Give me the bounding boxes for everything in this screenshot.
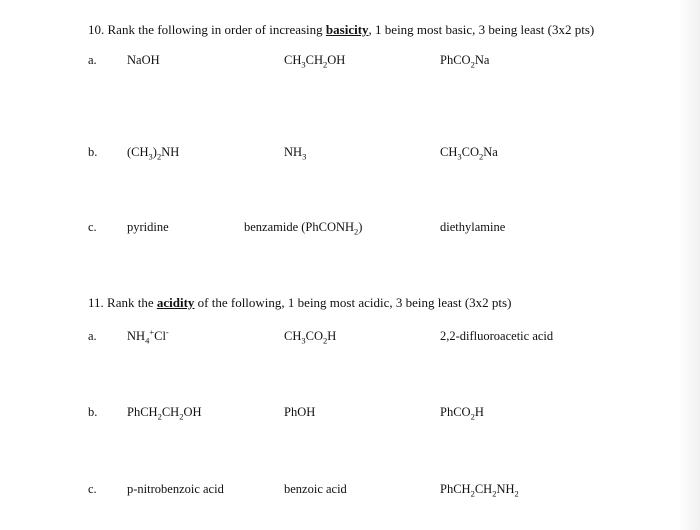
question-11-prefix: 11. Rank the — [88, 295, 157, 310]
q10-row-c — [0, 220, 700, 240]
q10-row-b — [0, 145, 700, 165]
formula-segment: - — [165, 326, 169, 337]
formula-segment: 2 — [323, 59, 328, 70]
q11-row-c — [0, 482, 700, 502]
formula-segment: 2,2-difluoroacetic acid — [440, 329, 554, 343]
formula-segment: CH — [474, 482, 493, 496]
formula-segment: H — [327, 329, 337, 343]
formula-segment: 2 — [492, 488, 497, 499]
formula-segment: 2 — [323, 335, 328, 346]
formula-segment: Na — [474, 53, 490, 67]
compound — [440, 220, 505, 235]
row-letter: a. — [88, 53, 97, 67]
formula-segment: 3 — [301, 335, 306, 346]
compound — [284, 53, 345, 68]
q11-row-a — [0, 326, 700, 349]
formula-segment: 2 — [157, 411, 162, 422]
formula-segment: OH — [327, 53, 346, 67]
row-letter: b. — [88, 405, 98, 419]
formula-segment: PhCH — [127, 405, 158, 419]
formula-segment: 3 — [457, 151, 462, 162]
compound — [284, 329, 336, 344]
formula-segment: 2 — [514, 488, 519, 499]
formula-segment: CH — [161, 405, 180, 419]
question-10-prefix: 10. Rank the following in order of increasing — [88, 22, 326, 37]
formula-segment: benzoic acid — [284, 482, 347, 496]
question-10-title — [88, 22, 594, 38]
formula-segment: 4 — [145, 335, 150, 346]
formula-segment: H — [474, 405, 484, 419]
compound — [284, 145, 306, 160]
formula-segment: benzamide (PhCONH — [244, 220, 355, 234]
formula-segment: ) — [358, 220, 363, 234]
q11-row-b — [0, 405, 700, 425]
row-letter: b. — [88, 145, 98, 159]
formula-segment: NH — [127, 329, 146, 343]
page-edge-shadow — [678, 0, 700, 530]
compound — [127, 326, 169, 346]
compound — [127, 145, 179, 160]
formula-segment: PhCO — [440, 53, 471, 67]
formula-segment: 2 — [470, 411, 475, 422]
compound — [127, 405, 202, 420]
question-11-title — [88, 295, 511, 311]
formula-segment: 2 — [156, 151, 162, 162]
formula-segment: OH — [183, 405, 202, 419]
compound — [127, 482, 224, 497]
formula-segment: NH — [161, 145, 180, 159]
formula-segment: 3 — [302, 151, 307, 162]
compound — [284, 482, 347, 497]
row-letter: a. — [88, 329, 97, 343]
formula-segment: Na — [483, 145, 498, 159]
formula-segment: CO — [305, 329, 323, 343]
compound — [440, 405, 484, 420]
question-10-keyword: basicity — [325, 22, 369, 37]
question-10-suffix: , 1 being most basic, 3 being least (3x2 pts) — [368, 22, 595, 37]
formula-segment: p-nitrobenzoic acid — [127, 482, 224, 496]
formula-segment: 3 — [301, 59, 306, 70]
formula-segment: CH — [284, 329, 302, 343]
formula-segment: 2 — [354, 226, 359, 237]
compound — [440, 329, 553, 344]
compound — [440, 145, 498, 160]
compound — [284, 405, 315, 420]
formula-segment: pyridine — [127, 220, 169, 234]
formula-segment: PhOH — [284, 405, 316, 419]
formula-segment: PhCO — [440, 405, 471, 419]
formula-segment: ) — [152, 145, 157, 159]
formula-segment: 2 — [470, 488, 475, 499]
row-letter: c. — [88, 220, 97, 234]
formula-segment: PhCH — [440, 482, 471, 496]
formula-segment: + — [149, 326, 155, 337]
compound — [244, 220, 362, 235]
compound — [440, 53, 489, 68]
formula-segment: (CH — [127, 145, 149, 159]
compound — [127, 53, 160, 68]
compound — [127, 220, 169, 235]
formula-segment: NH — [284, 145, 303, 159]
formula-segment: CH — [284, 53, 302, 67]
formula-segment: NaOH — [127, 53, 160, 67]
formula-segment: CO — [461, 145, 479, 159]
row-letter: c. — [88, 482, 97, 496]
formula-segment: Cl — [154, 329, 166, 343]
formula-segment: NH — [496, 482, 515, 496]
question-11-suffix: of the following, 1 being most acidic, 3 being least (3x2 pts) — [194, 295, 512, 310]
question-11-keyword: acidity — [156, 295, 195, 310]
q10-row-a — [0, 53, 700, 73]
formula-segment: CH — [440, 145, 458, 159]
formula-segment: diethylamine — [440, 220, 506, 234]
compound — [440, 482, 519, 497]
formula-segment: 2 — [179, 411, 184, 422]
formula-segment: 2 — [470, 59, 475, 70]
formula-segment: CH — [305, 53, 323, 67]
formula-segment: 2 — [479, 151, 484, 162]
formula-segment: 3 — [148, 151, 153, 162]
